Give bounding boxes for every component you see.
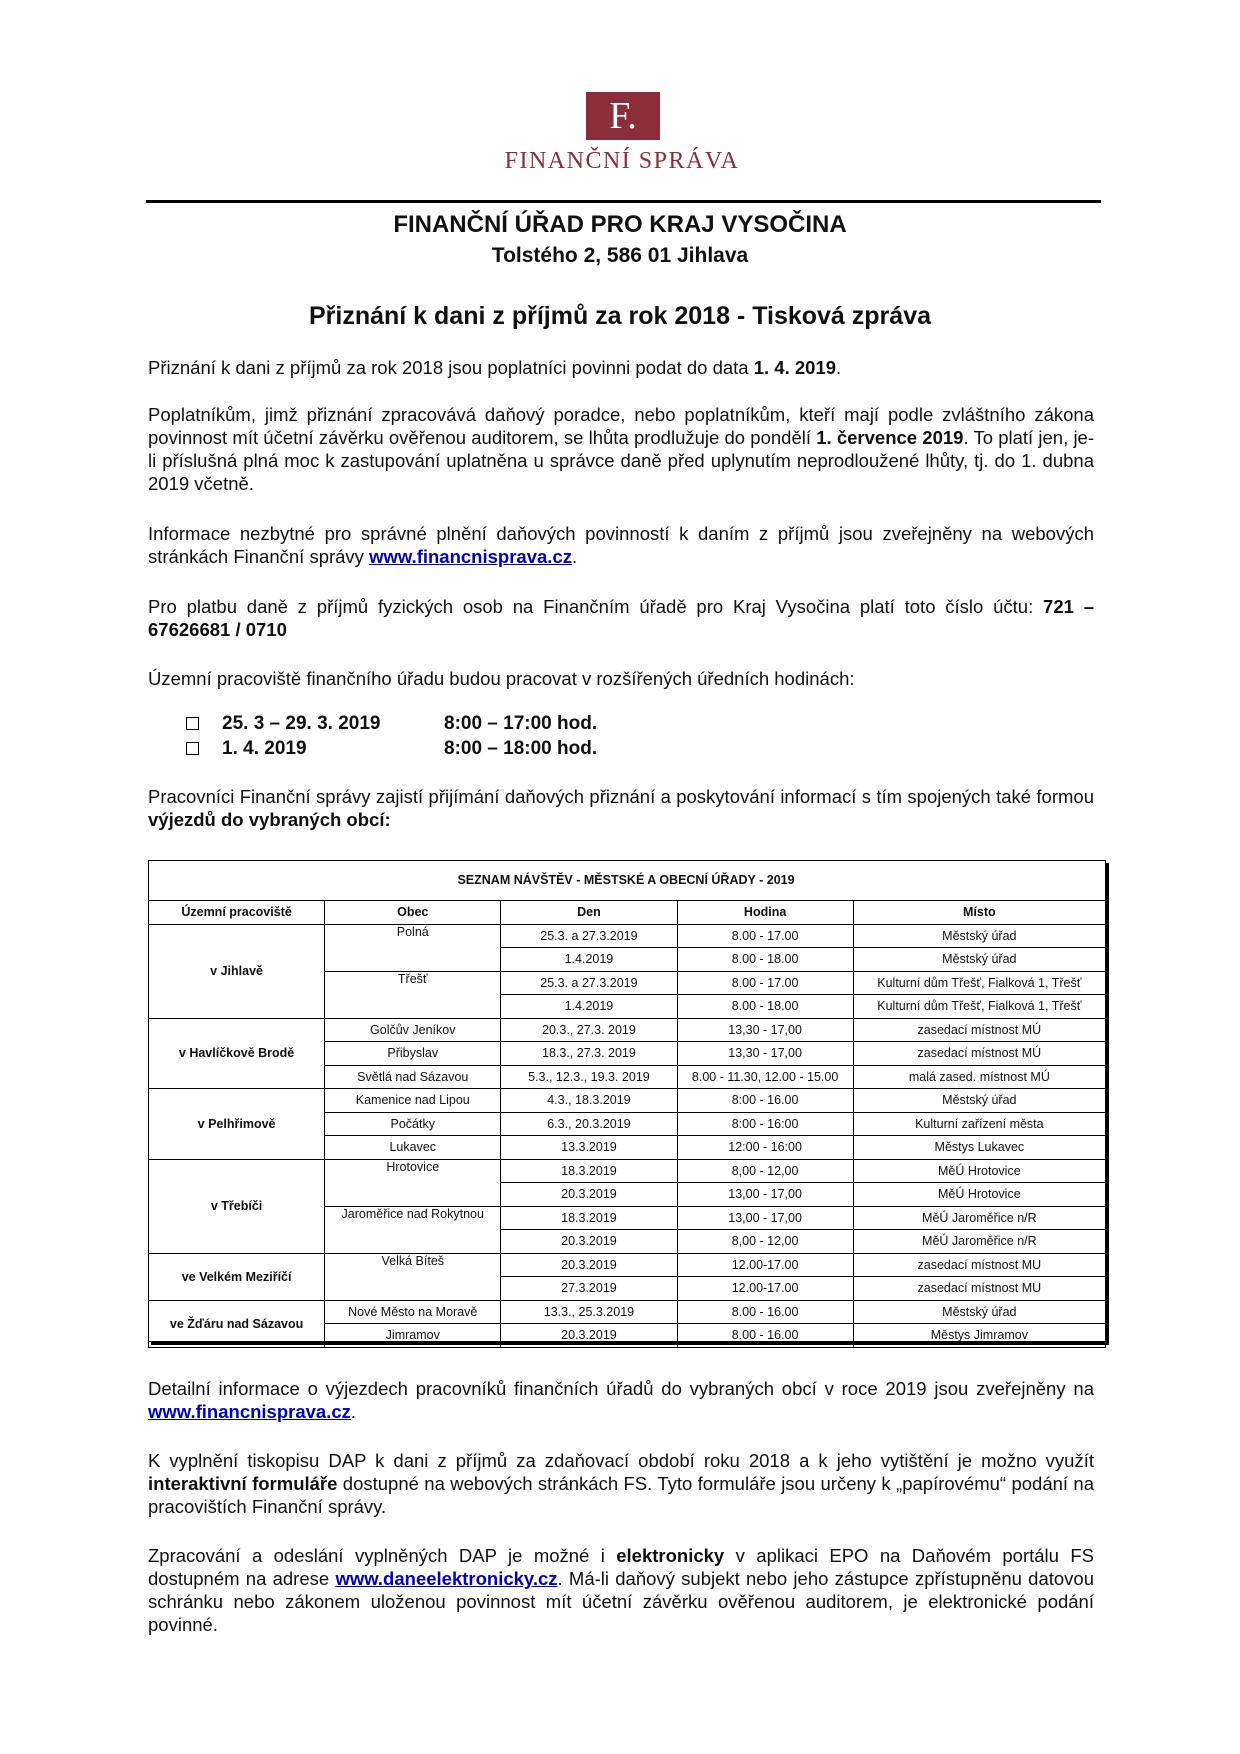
table-row: v Třebíči Hrotovice 18.3.2019 8,00 - 12,00 MěÚ Hrotovice [149, 1159, 1106, 1183]
table-title: SEZNAM NÁVŠTĚV - MĚSTSKÉ A OBECNÍ ÚŘADY - 2019 [457, 873, 795, 887]
table-row: v Jihlavě Polná 25.3. a 27.3.2019 8.00 - 17.00 Městský úřad [149, 924, 1106, 948]
table-row: 1.4.2019 8.00 - 18.00 Kulturní dům Třešť, Fialková 1, Třešť [149, 995, 1106, 1019]
office-hours-list [186, 713, 706, 763]
list-item: 1. 4. 2019 8:00 – 18:00 hod. [186, 738, 706, 763]
document-title: Přiznání k dani z příjmů za rok 2018 - Tisková zpráva [309, 302, 931, 330]
financni-sprava-logo [498, 92, 746, 174]
table-row: 20.3.2019 8,00 - 12,00 MěÚ Jaroměřice n/R [149, 1230, 1106, 1254]
paragraph-extension: Poplatníkům, jimž přiznání zpracovává daňový poradce, nebo poplatníkům, kteří mají podle zvláštního zákona povinnost mít účetní závěrku ověřenou auditorem, se lhůta prodlužuje do pondělí 1. července 2019. To platí jen, je-li příslušná plná moc k zastupování uplatněna u správce daně před uplynutím neprodloužené lhůty, tj. do 1. dubna 2019 včetně. [148, 404, 1095, 494]
office-name: FINANČNÍ ÚŘAD PRO KRAJ VYSOČINA [393, 211, 847, 238]
group-velke-mezirici: ve Velkém Meziříčí [149, 1253, 325, 1300]
daneelektronicky-link[interactable]: www.daneelektronicky.cz [335, 1568, 558, 1589]
paragraph-deadline: Přiznání k dani z příjmů za rok 2018 jsou poplatníci povinni podat do data 1. 4. 2019. [148, 357, 842, 378]
paragraph-electronic: Zpracování a odeslání vyplněných DAP je možné i elektronicky v aplikaci EPO na Daňovém portálu FS dostupném na adrese www.daneelektronicky.cz. Má-li daňový subjekt nebo jeho zástupce zpřístupněnu datovou schránku nebo zákonem uloženou povinnost mít účetní závěrku ověřenou auditorem, je elektronické podání povinné. [148, 1545, 1094, 1635]
paragraph-info: Informace nezbytné pro správné plnění daňových povinností k daním z příjmů jsou zveřejněny na webových stránkách Finanční správy www.financnisprava.cz. [148, 523, 1094, 567]
paragraph-account: Pro platbu daně z příjmů fyzických osob na Finančním úřadě pro Kraj Vysočina platí toto číslo účtu: 721 – 67626681 / 0710 [148, 596, 1095, 640]
column-header: Územní pracoviště [149, 901, 325, 925]
table-row: Jaroměřice nad Rokytnou 18.3.2019 13,00 - 17,00 MěÚ Jaroměřice n/R [149, 1206, 1106, 1230]
table-header-row [149, 901, 1106, 925]
paragraph-visits-intro: Pracovníci Finanční správy zajistí přijímání daňových přiznání a poskytování informací s tím spojených také formou výjezdů do vybraných obcí: [148, 786, 1094, 830]
header-rule [146, 200, 1101, 203]
table-row: Počátky 6.3., 20.3.2019 8:00 - 16:00 Kulturní zařízení města [149, 1112, 1106, 1136]
table-row: Přibyslav 18.3., 27.3. 2019 13,30 - 17,00 zasedací místnost MÚ [149, 1042, 1106, 1066]
table-row: Světlá nad Sázavou 5.3., 12.3., 19.3. 2019 8.00 - 11.30, 12.00 - 15.00 malá zased. místnost MÚ [149, 1065, 1106, 1089]
group-trebic: v Třebíči [149, 1159, 325, 1253]
paragraph-hours-intro: Územní pracoviště finančního úřadu budou pracovat v rozšířených úředních hodinách: [148, 668, 855, 689]
table-row: ve Žďáru nad Sázavou Nové Město na Moravě 13.3., 25.3.2019 8.00 - 16.00 Městský úřad [149, 1300, 1106, 1324]
column-header: Místo [853, 901, 1105, 925]
table-row: Třešť 25.3. a 27.3.2019 8.00 - 17.00 Kulturní dům Třešť, Fialková 1, Třešť [149, 971, 1106, 995]
table-row: Lukavec 13.3.2019 12:00 - 16:00 Městys Lukavec [149, 1136, 1106, 1160]
column-header: Hodina [677, 901, 853, 925]
checkbox-bullet-icon [186, 742, 199, 755]
group-pelhrimov: v Pelhřimově [149, 1089, 325, 1160]
table-row: Jimramov 20.3.2019 8.00 - 16.00 Městys Jimramov [149, 1324, 1106, 1348]
table-row: 1.4.2019 8.00 - 18.00 Městský úřad [149, 948, 1106, 972]
column-header: Obec [325, 901, 501, 925]
table-row: 20.3.2019 13,00 - 17,00 MěÚ Hrotovice [149, 1183, 1106, 1207]
column-header: Den [501, 901, 677, 925]
group-zdar: ve Žďáru nad Sázavou [149, 1300, 325, 1347]
account-number: 721 – 67626681 / 0710 [148, 596, 1095, 640]
table-row: 27.3.2019 12.00-17.00 zasedací místnost MU [149, 1277, 1106, 1301]
paragraph-forms: K vyplnění tiskopisu DAP k dani z příjmů za zdaňovací období roku 2018 a k jeho vytištění je možno využít interaktivní formuláře dostupné na webových stránkách FS. Tyto formuláře jsou určeny k „papírovému“ podání na pracovištích Finanční správy. [148, 1450, 1094, 1517]
group-jihlava: v Jihlavě [149, 924, 325, 1018]
table-row: ve Velkém Meziříčí Velká Bíteš 20.3.2019 12.00-17.00 zasedací místnost MU [149, 1253, 1106, 1277]
visits-table-container [148, 860, 1110, 1346]
logo-name: FINANČNÍ SPRÁVA [504, 148, 740, 174]
list-item: 25. 3 – 29. 3. 2019 8:00 – 17:00 hod. [186, 713, 706, 738]
table-row: v Pelhřimově Kamenice nad Lipou 4.3., 18.3.2019 8:00 - 16.00 Městský úřad [149, 1089, 1106, 1113]
paragraph-details: Detailní informace o výjezdech pracovníků finančních úřadů do vybraných obcí v roce 2019 jsou zveřejněny na www.financnisprava.cz. [148, 1378, 1094, 1422]
group-havlickuv-brod: v Havlíčkově Brodě [149, 1018, 325, 1089]
financnisprava-link[interactable]: www.financnisprava.cz [369, 546, 572, 567]
logo-mark: F. [586, 92, 660, 140]
office-address: Tolstého 2, 586 01 Jihlava [491, 244, 749, 267]
checkbox-bullet-icon [186, 717, 199, 730]
financnisprava-link[interactable]: www.financnisprava.cz [148, 1401, 351, 1422]
visits-table [148, 900, 1106, 1348]
table-row: v Havlíčkově Brodě Golčův Jeníkov 20.3., 27.3. 2019 13,30 - 17,00 zasedací místnost MÚ [149, 1018, 1106, 1042]
